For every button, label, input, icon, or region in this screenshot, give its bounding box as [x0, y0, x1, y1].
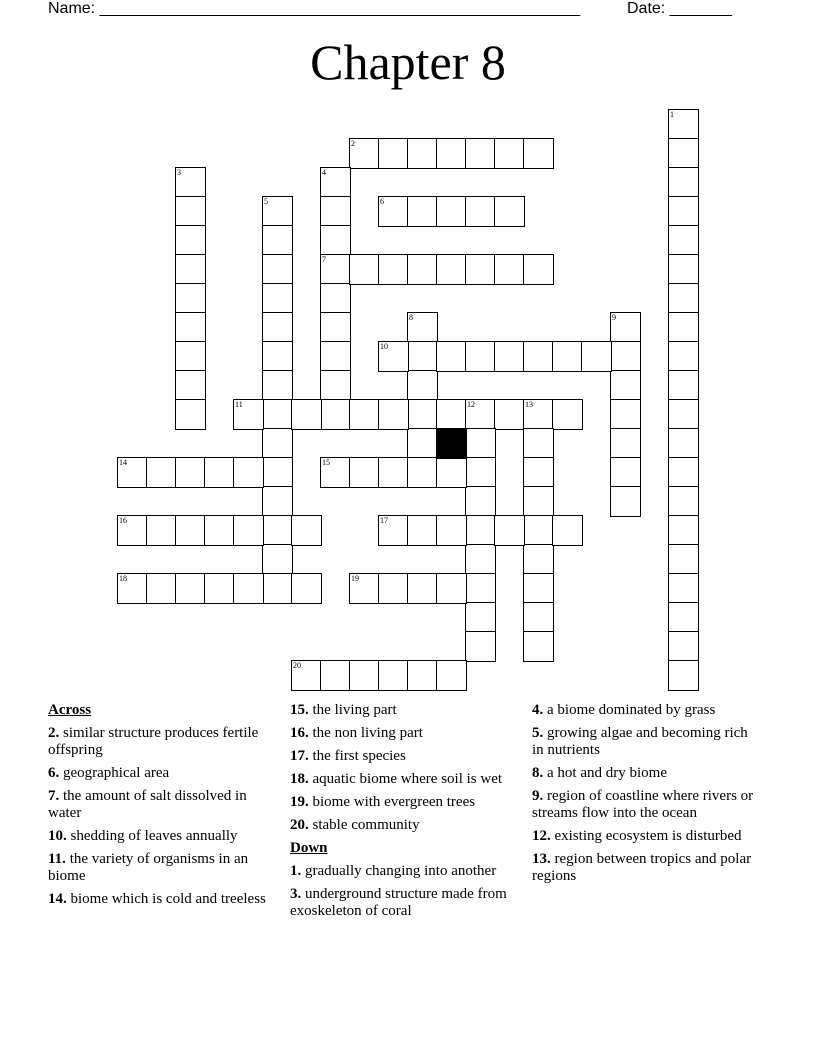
grid-cell[interactable] — [523, 341, 554, 372]
clue-item-number: 16. — [290, 725, 309, 741]
grid-cell[interactable] — [494, 138, 525, 169]
black-square — [436, 428, 467, 459]
clue-column-2 — [290, 702, 518, 926]
grid-cell[interactable] — [494, 515, 525, 546]
grid-cell[interactable] — [668, 428, 699, 459]
grid-cell[interactable] — [668, 312, 699, 343]
grid-cell[interactable] — [233, 399, 264, 430]
clue-item — [532, 725, 757, 759]
clue-number: 16 — [119, 516, 127, 525]
clue-item-number: 9. — [532, 788, 544, 804]
grid-cell[interactable] — [523, 457, 554, 488]
clue-item-text: the amount of salt dissolved in water — [48, 788, 247, 821]
grid-cell[interactable] — [610, 312, 641, 343]
clue-item — [48, 828, 273, 845]
grid-cell[interactable] — [349, 457, 380, 488]
grid-cell[interactable] — [291, 660, 322, 691]
clue-item — [290, 886, 518, 920]
grid-cell[interactable] — [175, 515, 206, 546]
clue-number: 8 — [409, 313, 413, 322]
grid-cell[interactable] — [610, 370, 641, 401]
clue-item-text: the variety of organisms in an biome — [48, 851, 249, 884]
clue-item-text: aquatic biome where soil is wet — [308, 771, 503, 787]
grid-cell[interactable] — [146, 457, 177, 488]
grid-cell[interactable] — [465, 457, 496, 488]
grid-cell[interactable] — [117, 457, 148, 488]
across-clue-list-continued — [290, 702, 518, 834]
grid-cell[interactable] — [262, 573, 293, 604]
grid-cell[interactable] — [175, 167, 206, 198]
clue-item-text: a hot and dry biome — [543, 765, 667, 781]
grid-cell[interactable] — [291, 399, 322, 430]
clue-number: 10 — [380, 342, 388, 351]
grid-cell[interactable] — [494, 341, 525, 372]
grid-cell[interactable] — [407, 138, 438, 169]
grid-cell[interactable] — [378, 138, 409, 169]
grid-cell[interactable] — [262, 196, 293, 227]
clue-item-number: 1. — [290, 863, 302, 879]
grid-cell[interactable] — [175, 370, 206, 401]
grid-cell[interactable] — [262, 370, 293, 401]
grid-cell[interactable] — [233, 515, 264, 546]
grid-cell[interactable] — [668, 457, 699, 488]
grid-cell[interactable] — [668, 631, 699, 662]
grid-cell[interactable] — [407, 399, 438, 430]
grid-cell[interactable] — [668, 660, 699, 691]
grid-cell[interactable] — [523, 631, 554, 662]
clue-item-number: 13. — [532, 851, 551, 867]
grid-cell[interactable] — [465, 544, 496, 575]
grid-cell[interactable] — [494, 254, 525, 285]
clue-item-text: biome which is cold and treeless — [66, 891, 266, 907]
clue-item — [290, 725, 518, 742]
date-field-label: Date: _______ — [627, 0, 732, 17]
grid-cell[interactable] — [320, 283, 351, 314]
grid-cell[interactable] — [378, 341, 409, 372]
clue-item-text: the non living part — [308, 725, 423, 741]
grid-cell[interactable] — [668, 138, 699, 169]
grid-cell[interactable] — [262, 399, 293, 430]
clue-item-number: 8. — [532, 765, 544, 781]
across-heading: Across — [48, 702, 92, 718]
grid-cell[interactable] — [349, 399, 380, 430]
grid-cell[interactable] — [407, 370, 438, 401]
clue-item-text: similar structure produces fertile offspring — [48, 725, 259, 758]
clue-item-text: a biome dominated by grass — [543, 702, 716, 718]
grid-cell[interactable] — [378, 660, 409, 691]
grid-cell[interactable] — [407, 573, 438, 604]
grid-cell[interactable] — [523, 602, 554, 633]
clue-item — [290, 817, 518, 834]
grid-cell[interactable] — [175, 457, 206, 488]
grid-cell[interactable] — [465, 138, 496, 169]
grid-cell[interactable] — [407, 341, 438, 372]
grid-cell[interactable] — [436, 341, 467, 372]
grid-cell[interactable] — [262, 544, 293, 575]
clue-item — [290, 794, 518, 811]
grid-cell[interactable] — [407, 196, 438, 227]
grid-cell[interactable] — [117, 573, 148, 604]
grid-cell[interactable] — [465, 254, 496, 285]
grid-cell[interactable] — [320, 399, 351, 430]
clue-item-number: 5. — [532, 725, 544, 741]
grid-cell[interactable] — [320, 370, 351, 401]
grid-cell[interactable] — [117, 515, 148, 546]
clue-column-3 — [532, 702, 757, 891]
clue-item-text: region between tropics and polar regions — [532, 851, 752, 884]
clue-item-number: 20. — [290, 817, 309, 833]
clue-item — [48, 725, 273, 759]
clue-item-number: 7. — [48, 788, 60, 804]
grid-cell[interactable] — [552, 399, 583, 430]
clue-item-text: shedding of leaves annually — [66, 828, 238, 844]
clue-column-1 — [48, 702, 273, 914]
grid-cell[interactable] — [320, 457, 351, 488]
grid-cell[interactable] — [320, 254, 351, 285]
grid-cell[interactable] — [523, 544, 554, 575]
clue-item-number: 17. — [290, 748, 309, 764]
clue-item-number: 12. — [532, 828, 551, 844]
grid-cell[interactable] — [233, 573, 264, 604]
grid-cell[interactable] — [436, 457, 467, 488]
grid-cell[interactable] — [668, 544, 699, 575]
grid-cell[interactable] — [378, 457, 409, 488]
clue-item-number: 4. — [532, 702, 544, 718]
clue-item-text: existing ecosystem is disturbed — [550, 828, 742, 844]
grid-cell[interactable] — [378, 515, 409, 546]
grid-cell[interactable] — [668, 225, 699, 256]
clue-item-number: 14. — [48, 891, 67, 907]
grid-cell[interactable] — [262, 341, 293, 372]
grid-cell[interactable] — [523, 573, 554, 604]
clue-item-text: geographical area — [59, 765, 170, 781]
name-field-label: Name: ______________________________________________________ — [48, 0, 581, 17]
clue-item — [532, 702, 757, 719]
clue-number: 17 — [380, 516, 388, 525]
clue-number: 15 — [322, 458, 330, 467]
grid-cell[interactable] — [291, 515, 322, 546]
page-title: Chapter 8 — [310, 34, 506, 90]
across-clue-list — [48, 725, 273, 908]
grid-cell[interactable] — [262, 254, 293, 285]
clue-item — [290, 748, 518, 765]
clue-item — [290, 863, 518, 880]
grid-cell[interactable] — [175, 283, 206, 314]
grid-cell[interactable] — [465, 486, 496, 517]
grid-cell[interactable] — [233, 457, 264, 488]
clue-item-text: stable community — [308, 817, 420, 833]
grid-cell[interactable] — [436, 573, 467, 604]
down-heading: Down — [290, 840, 328, 856]
clue-number: 3 — [177, 168, 181, 177]
grid-cell[interactable] — [610, 399, 641, 430]
grid-cell[interactable] — [407, 457, 438, 488]
grid-cell[interactable] — [407, 515, 438, 546]
grid-cell[interactable] — [175, 225, 206, 256]
grid-cell[interactable] — [378, 573, 409, 604]
grid-cell[interactable] — [668, 196, 699, 227]
grid-cell[interactable] — [552, 341, 583, 372]
grid-cell[interactable] — [465, 428, 496, 459]
clue-number: 4 — [322, 168, 326, 177]
grid-cell[interactable] — [262, 486, 293, 517]
grid-cell[interactable] — [668, 254, 699, 285]
grid-cell[interactable] — [175, 573, 206, 604]
grid-cell[interactable] — [668, 341, 699, 372]
grid-cell[interactable] — [320, 225, 351, 256]
clue-item — [48, 788, 273, 822]
grid-cell[interactable] — [610, 457, 641, 488]
grid-cell[interactable] — [465, 631, 496, 662]
grid-cell[interactable] — [349, 254, 380, 285]
down-clue-list-continued — [532, 702, 757, 885]
clue-item — [532, 828, 757, 845]
grid-cell[interactable] — [204, 573, 235, 604]
grid-cell[interactable] — [320, 660, 351, 691]
grid-cell[interactable] — [523, 428, 554, 459]
clue-item — [48, 765, 273, 782]
grid-cell[interactable] — [523, 486, 554, 517]
clue-item-number: 11. — [48, 851, 66, 867]
clue-number: 11 — [235, 400, 243, 409]
clue-number: 14 — [119, 458, 127, 467]
clue-item-number: 15. — [290, 702, 309, 718]
clue-item-text: underground structure made from exoskeleton of coral — [290, 886, 507, 919]
grid-cell[interactable] — [494, 399, 525, 430]
clue-item-text: the living part — [308, 702, 397, 718]
grid-cell[interactable] — [436, 399, 467, 430]
grid-cell[interactable] — [175, 254, 206, 285]
grid-cell[interactable] — [436, 660, 467, 691]
clue-item-number: 19. — [290, 794, 309, 810]
grid-cell[interactable] — [407, 660, 438, 691]
grid-cell[interactable] — [436, 515, 467, 546]
clue-item-text: growing algae and becoming rich in nutrients — [532, 725, 748, 758]
grid-cell[interactable] — [668, 370, 699, 401]
grid-cell[interactable] — [523, 138, 554, 169]
clue-item-number: 10. — [48, 828, 67, 844]
grid-cell[interactable] — [407, 428, 438, 459]
down-clue-list — [290, 863, 518, 920]
clue-item — [290, 702, 518, 719]
grid-cell[interactable] — [668, 573, 699, 604]
grid-cell[interactable] — [523, 515, 554, 546]
clue-item — [532, 765, 757, 782]
clue-number: 6 — [380, 197, 384, 206]
clue-number: 7 — [322, 255, 326, 264]
clue-item-number: 2. — [48, 725, 60, 741]
clue-item-text: biome with evergreen trees — [308, 794, 476, 810]
grid-cell[interactable] — [668, 399, 699, 430]
clue-number: 9 — [612, 313, 616, 322]
grid-cell[interactable] — [320, 196, 351, 227]
grid-cell[interactable] — [668, 486, 699, 517]
grid-cell[interactable] — [465, 341, 496, 372]
grid-cell[interactable] — [436, 254, 467, 285]
clue-number: 2 — [351, 139, 355, 148]
grid-cell[interactable] — [262, 457, 293, 488]
grid-cell[interactable] — [465, 573, 496, 604]
grid-cell[interactable] — [378, 254, 409, 285]
grid-cell[interactable] — [204, 457, 235, 488]
clue-item-text: the first species — [308, 748, 406, 764]
grid-cell[interactable] — [436, 196, 467, 227]
grid-cell[interactable] — [668, 602, 699, 633]
grid-cell[interactable] — [291, 573, 322, 604]
clue-item-text: region of coastline where rivers or streams flow into the ocean — [532, 788, 754, 821]
clue-item — [290, 771, 518, 788]
grid-cell[interactable] — [378, 196, 409, 227]
clue-item — [48, 891, 273, 908]
grid-cell[interactable] — [175, 196, 206, 227]
grid-cell[interactable] — [523, 399, 554, 430]
grid-cell[interactable] — [349, 573, 380, 604]
grid-cell[interactable] — [407, 254, 438, 285]
grid-cell[interactable] — [581, 341, 612, 372]
clue-item-number: 18. — [290, 771, 309, 787]
clue-number: 13 — [525, 400, 533, 409]
grid-cell[interactable] — [465, 515, 496, 546]
grid-cell[interactable] — [523, 254, 554, 285]
grid-cell[interactable] — [204, 515, 235, 546]
grid-cell[interactable] — [552, 515, 583, 546]
grid-cell[interactable] — [175, 312, 206, 343]
grid-cell[interactable] — [610, 341, 641, 372]
grid-cell[interactable] — [465, 602, 496, 633]
grid-cell[interactable] — [465, 196, 496, 227]
grid-cell[interactable] — [610, 486, 641, 517]
grid-cell[interactable] — [407, 312, 438, 343]
grid-cell[interactable] — [668, 283, 699, 314]
grid-cell[interactable] — [610, 428, 641, 459]
grid-cell[interactable] — [320, 341, 351, 372]
clue-item-number: 6. — [48, 765, 60, 781]
clue-number: 5 — [264, 197, 268, 206]
grid-cell[interactable] — [320, 167, 351, 198]
grid-cell[interactable] — [378, 399, 409, 430]
clue-item — [532, 788, 757, 822]
grid-cell[interactable] — [320, 312, 351, 343]
grid-cell[interactable] — [262, 225, 293, 256]
grid-cell[interactable] — [668, 109, 699, 140]
grid-cell[interactable] — [349, 138, 380, 169]
grid-cell[interactable] — [262, 428, 293, 459]
clue-item — [48, 851, 273, 885]
clue-number: 12 — [467, 400, 475, 409]
grid-cell[interactable] — [668, 515, 699, 546]
grid-cell[interactable] — [262, 283, 293, 314]
grid-cell[interactable] — [436, 138, 467, 169]
grid-cell[interactable] — [494, 196, 525, 227]
grid-cell[interactable] — [262, 312, 293, 343]
grid-cell[interactable] — [262, 515, 293, 546]
grid-cell[interactable] — [175, 341, 206, 372]
grid-cell[interactable] — [465, 399, 496, 430]
grid-cell[interactable] — [175, 399, 206, 430]
clue-number: 19 — [351, 574, 359, 583]
grid-cell[interactable] — [146, 573, 177, 604]
grid-cell[interactable] — [349, 660, 380, 691]
clue-number: 20 — [293, 661, 301, 670]
clue-number: 1 — [670, 110, 674, 119]
grid-cell[interactable] — [146, 515, 177, 546]
clue-number: 18 — [119, 574, 127, 583]
clue-item-number: 3. — [290, 886, 302, 902]
clue-item-text: gradually changing into another — [301, 863, 497, 879]
clue-item — [532, 851, 757, 885]
grid-cell[interactable] — [668, 167, 699, 198]
